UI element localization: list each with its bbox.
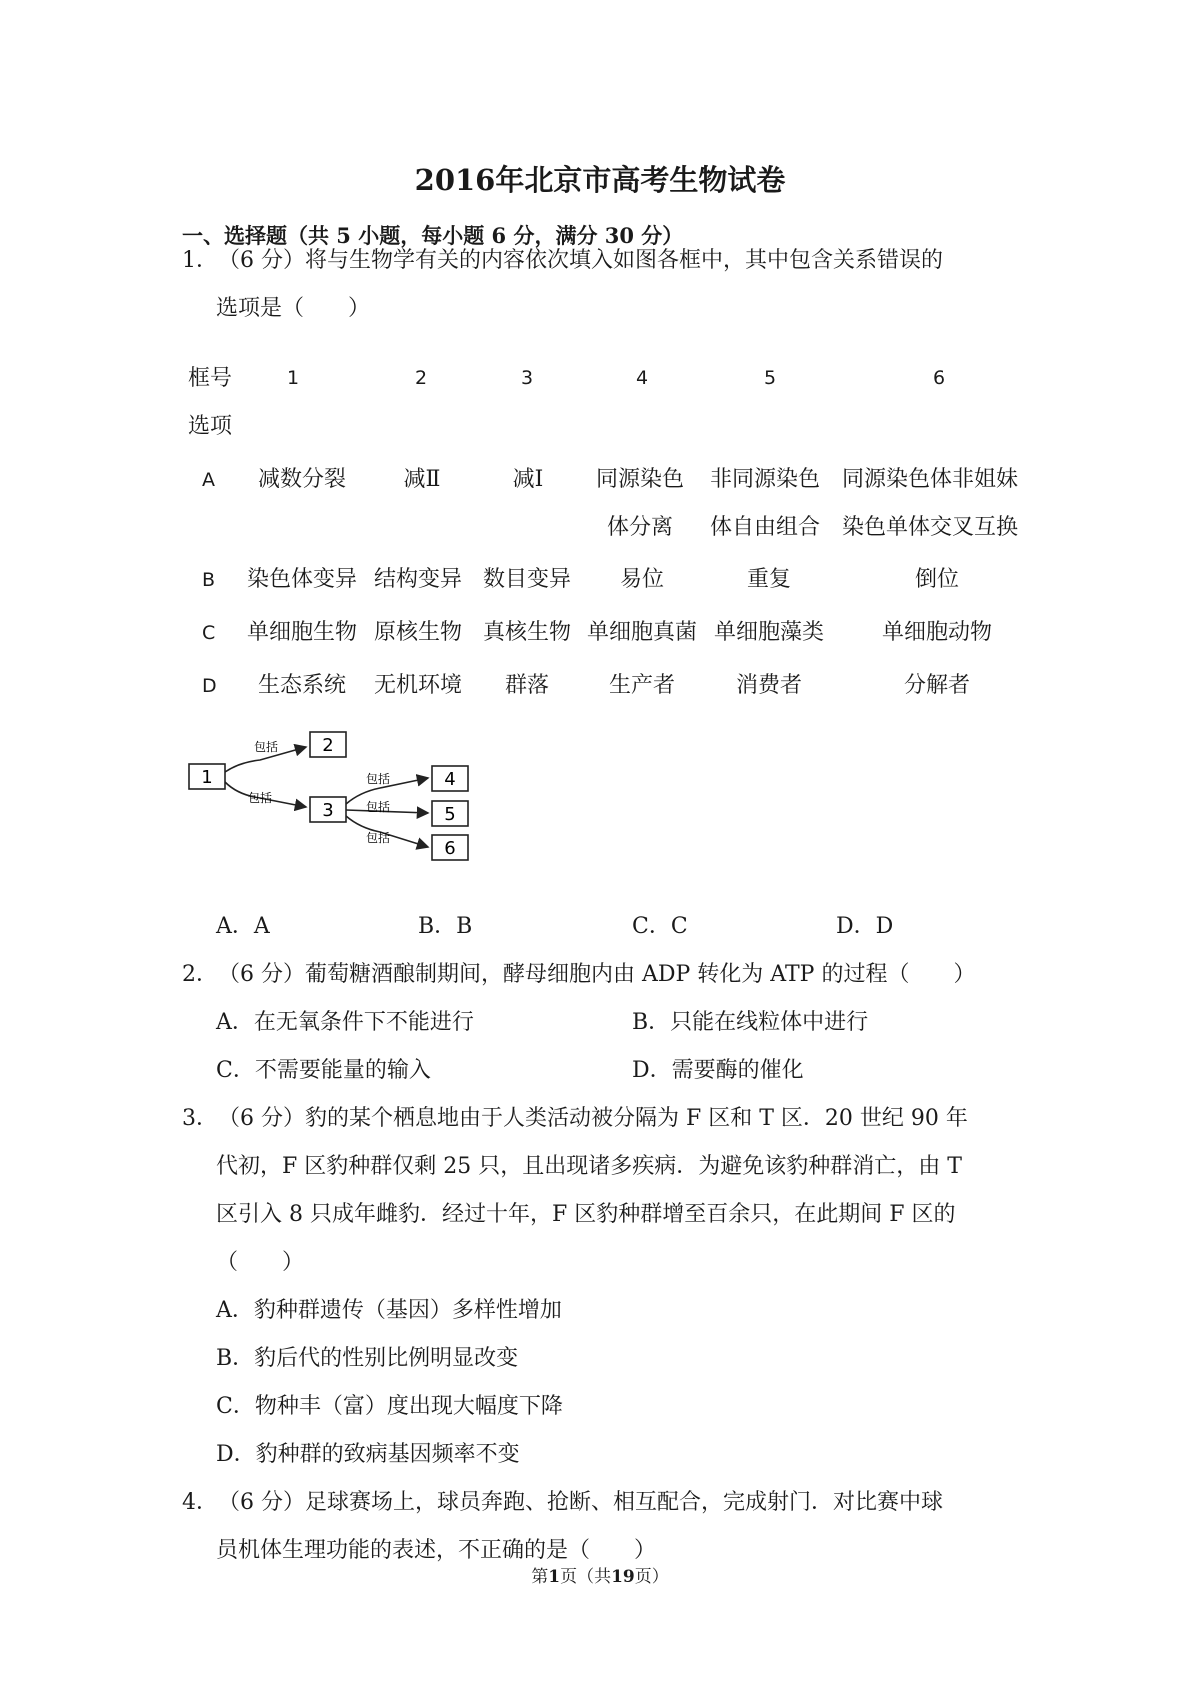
diagram-label-4: 4	[444, 769, 456, 790]
q3-stem-line1: （6 分）豹的某个栖息地由于人类活动被分隔为 F 区和 T 区．20 世纪 90 年	[218, 1106, 968, 1131]
diagram-arrow-label-2: 包括	[248, 791, 273, 805]
row-b-cell-6: 倒位	[914, 567, 959, 592]
q2-option-c: C．不需要能量的输入	[216, 1058, 431, 1083]
q3-option-c: C．物种丰（富）度出现大幅度下降	[216, 1394, 563, 1419]
table-col-1: 1	[287, 367, 300, 389]
q3-stem-line3: 区引入 8 只成年雌豹．经过十年，F 区豹种群增至百余只，在此期间 F 区的	[216, 1202, 956, 1227]
row-d-cell-6: 分解者	[903, 673, 970, 698]
row-b-cell-5: 重复	[746, 567, 791, 592]
inclusion-diagram	[180, 720, 480, 895]
q2-stem: （6 分）葡萄糖酒酿制期间，酵母细胞内由 ADP 转化为 ATP 的过程（ ）	[218, 962, 976, 987]
q1-number: 1．	[182, 248, 218, 273]
row-d-cell-1: 生态系统	[257, 673, 346, 698]
footer-prefix: 第	[531, 1567, 549, 1587]
row-b-cell-4: 易位	[619, 567, 664, 592]
row-c-cell-1: 单细胞生物	[246, 620, 357, 645]
table-col-2: 2	[415, 367, 428, 389]
table-col-3: 3	[521, 367, 534, 389]
row-d-cell-3: 群落	[504, 673, 549, 698]
section-heading: 一、选择题（共 5 小题，每小题 6 分，满分 30 分）	[182, 223, 684, 248]
diagram-label-3: 3	[322, 800, 334, 821]
q3-number: 3．	[182, 1106, 218, 1131]
page-footer	[0, 1562, 1200, 1587]
q4-number: 4．	[182, 1490, 218, 1515]
row-a-cell-5: 非同源染色	[710, 467, 821, 492]
q3-option-d: D．豹种群的致病基因频率不变	[216, 1442, 520, 1467]
footer-suffix: 页）	[634, 1567, 669, 1587]
row-d-cell-5: 消费者	[735, 673, 802, 698]
table-header-label: 框号	[188, 366, 233, 391]
q3-option-a: A．豹种群遗传（基因）多样性增加	[216, 1298, 562, 1323]
diagram-label-1: 1	[201, 767, 213, 788]
row-c-cell-5: 单细胞藻类	[713, 620, 824, 645]
q2-option-b: B．只能在线粒体中进行	[632, 1010, 869, 1035]
row-b-cell-3: 数目变异	[482, 567, 571, 592]
row-d-cell-2: 无机环境	[373, 673, 462, 698]
footer-mid: 页（共	[560, 1567, 612, 1587]
q1-option-a: A．A	[216, 914, 270, 939]
row-a-cell-6: 同源染色体非姐妹	[842, 467, 1019, 492]
q3-option-b: B．豹后代的性别比例明显改变	[216, 1346, 519, 1371]
table-col-4: 4	[636, 367, 649, 389]
diagram-arrow-label-5: 包括	[366, 831, 391, 845]
q2-option-a: A．在无氧条件下不能进行	[216, 1010, 474, 1035]
q3-stem-line2: 代初，F 区豹种群仅剩 25 只，且出现诸多疾病．为避免该豹种群消亡，由 T	[216, 1154, 962, 1179]
table-row-label: 选项	[188, 414, 233, 439]
diagram-label-5: 5	[444, 804, 456, 825]
q1-option-d: D．D	[836, 914, 894, 939]
diagram-arrow-label-3: 包括	[366, 772, 391, 786]
footer-total-pages: 19	[611, 1567, 635, 1587]
row-a-key: A	[202, 469, 215, 491]
row-a-cell-2: 减Ⅱ	[403, 467, 441, 492]
q4-stem-line1: （6 分）足球赛场上，球员奔跑、抢断、相互配合，完成射门．对比赛中球	[218, 1490, 943, 1515]
row-a-cell-3: 减Ⅰ	[512, 467, 544, 492]
row-c-cell-4: 单细胞真菌	[586, 620, 697, 645]
row-c-key: C	[202, 622, 216, 644]
table-col-6: 6	[933, 367, 946, 389]
q2-option-d: D．需要酶的催化	[632, 1058, 804, 1083]
row-c-cell-6: 单细胞动物	[881, 620, 992, 645]
row-a-cell-6-line2: 染色单体交叉互换	[842, 515, 1019, 540]
row-b-cell-1: 染色体变异	[246, 567, 357, 592]
diagram-label-6: 6	[444, 838, 456, 859]
row-a-cell-4: 同源染色	[596, 467, 685, 492]
q1-stem-line2: 选项是（ ）	[216, 296, 371, 321]
row-a-cell-5-line2: 体自由组合	[710, 515, 821, 540]
row-b-cell-2: 结构变异	[373, 567, 462, 592]
q2-number: 2．	[182, 962, 218, 987]
page-title: 2016年北京市高考生物试卷	[414, 163, 786, 197]
diagram-arrow-label-1: 包括	[254, 740, 279, 754]
row-d-key: D	[202, 675, 217, 697]
row-a-cell-4-line2: 体分离	[607, 515, 674, 540]
row-a-cell-1: 减数分裂	[257, 467, 346, 492]
row-c-cell-3: 真核生物	[482, 620, 571, 645]
q1-stem-line1: （6 分）将与生物学有关的内容依次填入如图各框中，其中包含关系错误的	[218, 248, 943, 273]
row-d-cell-4: 生产者	[608, 673, 675, 698]
diagram-arrow-label-4: 包括	[366, 800, 391, 814]
q1-option-c: C．C	[632, 914, 688, 939]
diagram-label-2: 2	[322, 735, 334, 756]
row-b-key: B	[202, 569, 216, 591]
footer-page-number: 1	[548, 1567, 561, 1587]
q4-stem-line2: 员机体生理功能的表述，不正确的是（ ）	[216, 1538, 657, 1563]
row-c-cell-2: 原核生物	[373, 620, 462, 645]
q3-stem-line4: （ ）	[216, 1250, 305, 1275]
table-col-5: 5	[764, 367, 777, 389]
q1-option-b: B．B	[418, 914, 473, 939]
